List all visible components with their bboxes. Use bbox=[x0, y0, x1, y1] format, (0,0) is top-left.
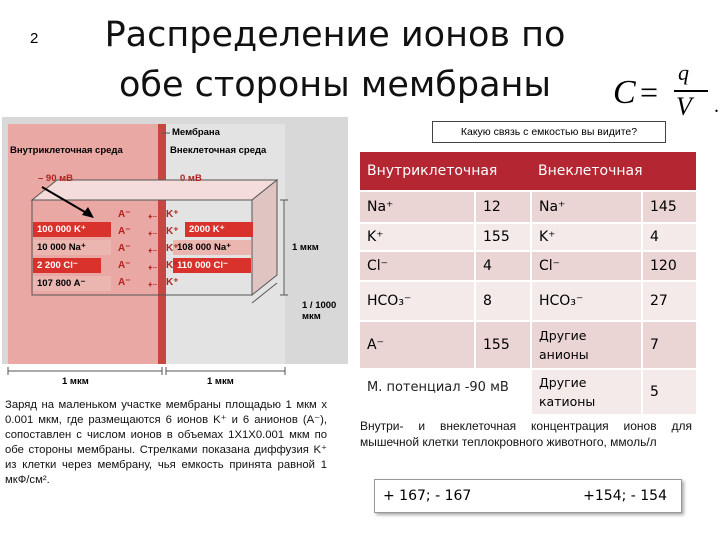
bottom-right-label: 1 мкм bbox=[207, 376, 234, 387]
outside-potential: 0 мВ bbox=[180, 173, 202, 184]
cell-ion: K⁺ bbox=[360, 223, 475, 251]
formula-dot: . bbox=[714, 95, 719, 117]
anion-symbol: A⁻ bbox=[118, 209, 131, 220]
diffusion-arrow: ⇠ bbox=[148, 279, 158, 291]
cell-value: 8 bbox=[475, 281, 531, 321]
header-extracellular: Внеклеточная bbox=[531, 152, 696, 191]
inside-potential: – 90 мВ bbox=[38, 173, 74, 184]
cell-value: 4 bbox=[475, 251, 531, 281]
table-row bbox=[360, 321, 696, 369]
cell-value: 120 bbox=[642, 251, 696, 281]
inside-ion-na: 10 000 Na⁺ bbox=[33, 240, 111, 255]
answer-box bbox=[374, 479, 682, 513]
formula-q: q bbox=[678, 60, 689, 85]
inside-ion-a: 107 800 A⁻ bbox=[33, 276, 111, 291]
table-row bbox=[360, 251, 696, 281]
membrane-label: Мембрана bbox=[172, 127, 220, 138]
table-caption: Внутри- и внеклеточная концентрация ионов для мышечной клетки теплокровного животного, ммоль/л bbox=[360, 419, 692, 449]
inside-ion-k: 100 000 K⁺ bbox=[33, 222, 111, 237]
cation-symbol: K⁺ bbox=[166, 226, 179, 237]
cell-ion: A⁻ bbox=[360, 321, 475, 369]
diffusion-arrow: ⇠ bbox=[148, 228, 158, 240]
cell-ion: Другие катионы bbox=[531, 369, 642, 415]
membrane-potential: М. потенциал -90 мВ bbox=[360, 369, 531, 415]
inside-ion-cl: 2 200 Cl⁻ bbox=[33, 258, 101, 273]
diagram-description: Заряд на маленьком участке мембраны площадью 1 мкм x 0.001 мкм, где размещаются 6 ионов K⁺ и 6 анионов (A⁻), сопоставлен с числом ионов в объемах 1Х1Х0.001 мкм по обе стороны мембраны. Стрелками показана диффузия K⁺ из клетки через мембрану, чья емкость принята равной 1 мкФ/см². bbox=[5, 399, 327, 486]
cell-value: 155 bbox=[475, 321, 531, 369]
cell-ion: Cl⁻ bbox=[531, 251, 642, 281]
cell-value: 7 bbox=[642, 321, 696, 369]
cation-symbol: K⁺ bbox=[166, 243, 179, 254]
cell-ion: Cl⁻ bbox=[360, 251, 475, 281]
header-intracellular: Внутриклеточная bbox=[360, 152, 531, 191]
outside-ion-k: 2000 K⁺ bbox=[185, 222, 253, 237]
cell-ion: K⁺ bbox=[531, 223, 642, 251]
anion-symbol: A⁻ bbox=[118, 277, 131, 288]
height-label: 1 мкм bbox=[292, 242, 319, 253]
inside-medium-label: Внутриклеточная среда bbox=[10, 145, 123, 156]
cation-symbol: K⁺ bbox=[166, 209, 179, 220]
cell-value: 27 bbox=[642, 281, 696, 321]
membrane-diagram bbox=[2, 115, 348, 390]
cell-ion: Na⁺ bbox=[531, 191, 642, 223]
capacitance-formula bbox=[610, 60, 720, 121]
cation-symbol: K⁺ bbox=[166, 260, 179, 271]
table-row bbox=[360, 223, 696, 251]
cell-value: 12 bbox=[475, 191, 531, 223]
slide-number: 2 bbox=[30, 30, 39, 47]
answer-left: + 167; - 167 bbox=[383, 488, 472, 504]
diffusion-arrow: ⇠ bbox=[148, 211, 158, 223]
diffusion-arrow: ⇠ bbox=[148, 245, 158, 257]
outside-ion-na: 108 000 Na⁺ bbox=[173, 240, 251, 255]
question-box: Какую связь с емкостью вы видите? bbox=[432, 121, 666, 143]
diffusion-arrow: ⇠ bbox=[148, 262, 158, 274]
table-row bbox=[360, 281, 696, 321]
ion-concentration-table bbox=[360, 152, 696, 416]
formula-equals: = bbox=[640, 74, 659, 110]
cell-value: 4 bbox=[642, 223, 696, 251]
answer-right: +154; - 154 bbox=[583, 488, 667, 504]
slide-title: Распределение ионов по обе стороны мембраны bbox=[104, 15, 566, 105]
bottom-left-label: 1 мкм bbox=[62, 376, 89, 387]
table-header-row bbox=[360, 152, 696, 191]
cell-ion: Другие анионы bbox=[531, 321, 642, 369]
outside-medium-label: Внеклеточная среда bbox=[170, 145, 267, 156]
cell-value: 145 bbox=[642, 191, 696, 223]
table-row bbox=[360, 369, 696, 415]
cell-value: 5 bbox=[642, 369, 696, 415]
cell-ion: HCO₃⁻ bbox=[531, 281, 642, 321]
cation-symbol: K⁺ bbox=[166, 277, 179, 288]
table-row bbox=[360, 191, 696, 223]
formula-v: V bbox=[676, 92, 692, 121]
cell-value: 155 bbox=[475, 223, 531, 251]
outside-ion-cl: 110 000 Cl⁻ bbox=[173, 258, 251, 273]
side-label: 1 / 1000 мкм bbox=[302, 300, 337, 322]
cell-ion: HCO₃⁻ bbox=[360, 281, 475, 321]
anion-symbol: A⁻ bbox=[118, 226, 131, 237]
anion-symbol: A⁻ bbox=[118, 260, 131, 271]
formula-c: C bbox=[613, 74, 636, 111]
anion-symbol: A⁻ bbox=[118, 243, 131, 254]
cell-ion: Na⁺ bbox=[360, 191, 475, 223]
